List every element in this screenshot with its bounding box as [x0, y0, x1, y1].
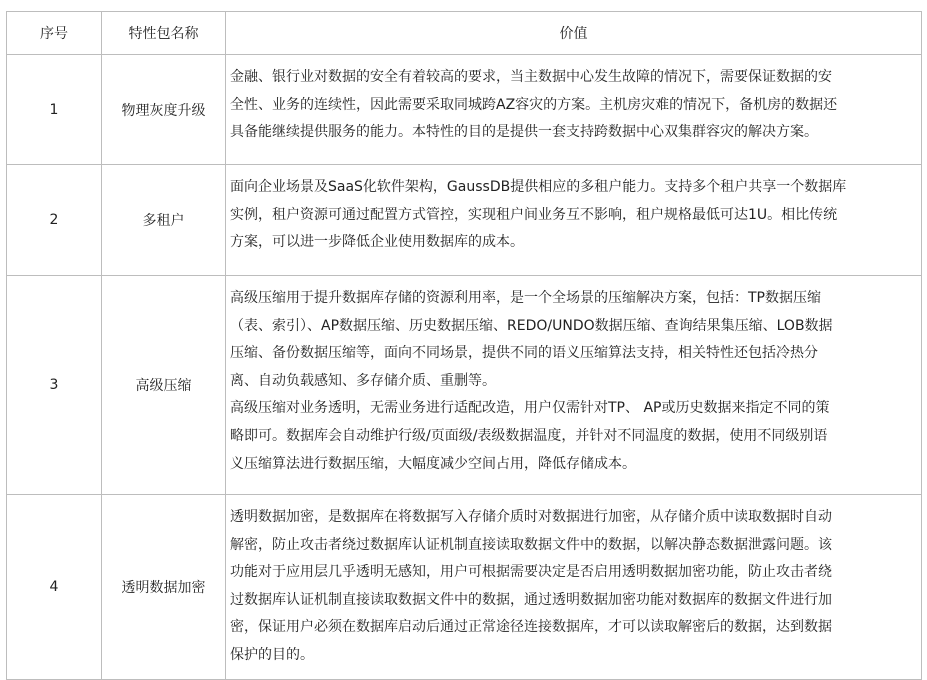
value-line: 面向企业场景及SaaS化软件架构，GaussDB提供相应的多租户能力。支持多个租户共享一个数据库: [230, 179, 847, 195]
header-feature-name: 特性包名称: [102, 12, 226, 55]
value-line: 实例，租户资源可通过配置方式管控，实现租户间业务互不影响，租户规格最低可达1U。相比传统: [230, 206, 838, 223]
row-number: 4: [7, 495, 102, 680]
value-line: （表、索引）、AP数据压缩、历史数据压缩、REDO/UNDO数据压缩、查询结果集压缩、LOB数据: [230, 317, 833, 334]
value-line: 具备能继续提供服务的能力。本特性的目的是提供一套支持跨数据中心双集群容灾的解决方案。: [230, 124, 818, 141]
feature-value: [226, 55, 922, 165]
table-row: [7, 276, 922, 495]
value-line: 义压缩算法进行数据压缩，大幅度减少空间占用，降低存储成本。: [230, 455, 636, 472]
table-row: [7, 55, 922, 165]
feature-table: [6, 11, 922, 680]
feature-name: 透明数据加密: [102, 495, 226, 680]
feature-name: 高级压缩: [102, 276, 226, 495]
header-seq: 序号: [7, 12, 102, 55]
value-line: 高级压缩用于提升数据库存储的资源利用率，是一个全场景的压缩解决方案，包括：TP数据压缩: [230, 290, 821, 306]
row-number: 3: [7, 276, 102, 495]
feature-name: 物理灰度升级: [102, 55, 226, 165]
value-line: 金融、银行业对数据的安全有着较高的要求，当主数据中心发生故障的情况下，需要保证数据的安: [230, 69, 832, 85]
value-line: 功能对于应用层几乎透明无感知，用户可根据需要决定是否启用透明数据加密功能，防止攻击者绕: [230, 564, 832, 581]
value-line: 方案，可以进一步降低企业使用数据库的成本。: [230, 234, 524, 251]
value-line: 离、自动负载感知、多存储介质、重删等。: [230, 372, 496, 389]
value-line: 全性、业务的连续性，因此需要采取同城跨AZ容灾的方案。主机房灾难的情况下，备机房的数据还: [230, 96, 838, 113]
feature-value: [226, 165, 922, 276]
row-number: 1: [7, 55, 102, 165]
value-line: 透明数据加密，是数据库在将数据写入存储介质时对数据进行加密，从存储介质中读取数据时自动: [230, 509, 832, 525]
feature-value: [226, 276, 922, 495]
feature-name: 多租户: [102, 165, 226, 276]
value-line: 过数据库认证机制直接读取数据文件中的数据，通过透明数据加密功能对数据库的数据文件进行加: [230, 591, 832, 608]
header-value: 价值: [226, 12, 922, 55]
value-line: 解密，防止攻击者绕过数据库认证机制直接读取数据文件中的数据，以解决静态数据泄露问题。该: [230, 536, 832, 553]
value-line: 密，保证用户必须在数据库启动后通过正常途径连接数据库，才可以读取解密后的数据，达到数据: [230, 619, 832, 636]
value-line: 保护的目的。: [230, 646, 314, 663]
header-row: [7, 12, 922, 55]
table-row: [7, 165, 922, 276]
value-line: 高级压缩对业务透明，无需业务进行适配改造，用户仅需针对TP、 AP或历史数据来指定不同的策: [230, 400, 830, 417]
row-number: 2: [7, 165, 102, 276]
value-line: 压缩、备份数据压缩等，面向不同场景，提供不同的语义压缩算法支持，相关特性还包括冷热分: [230, 345, 818, 362]
value-line: 略即可。数据库会自动维护行级/页面级/表级数据温度，并针对不同温度的数据，使用不同级别语: [230, 427, 828, 444]
